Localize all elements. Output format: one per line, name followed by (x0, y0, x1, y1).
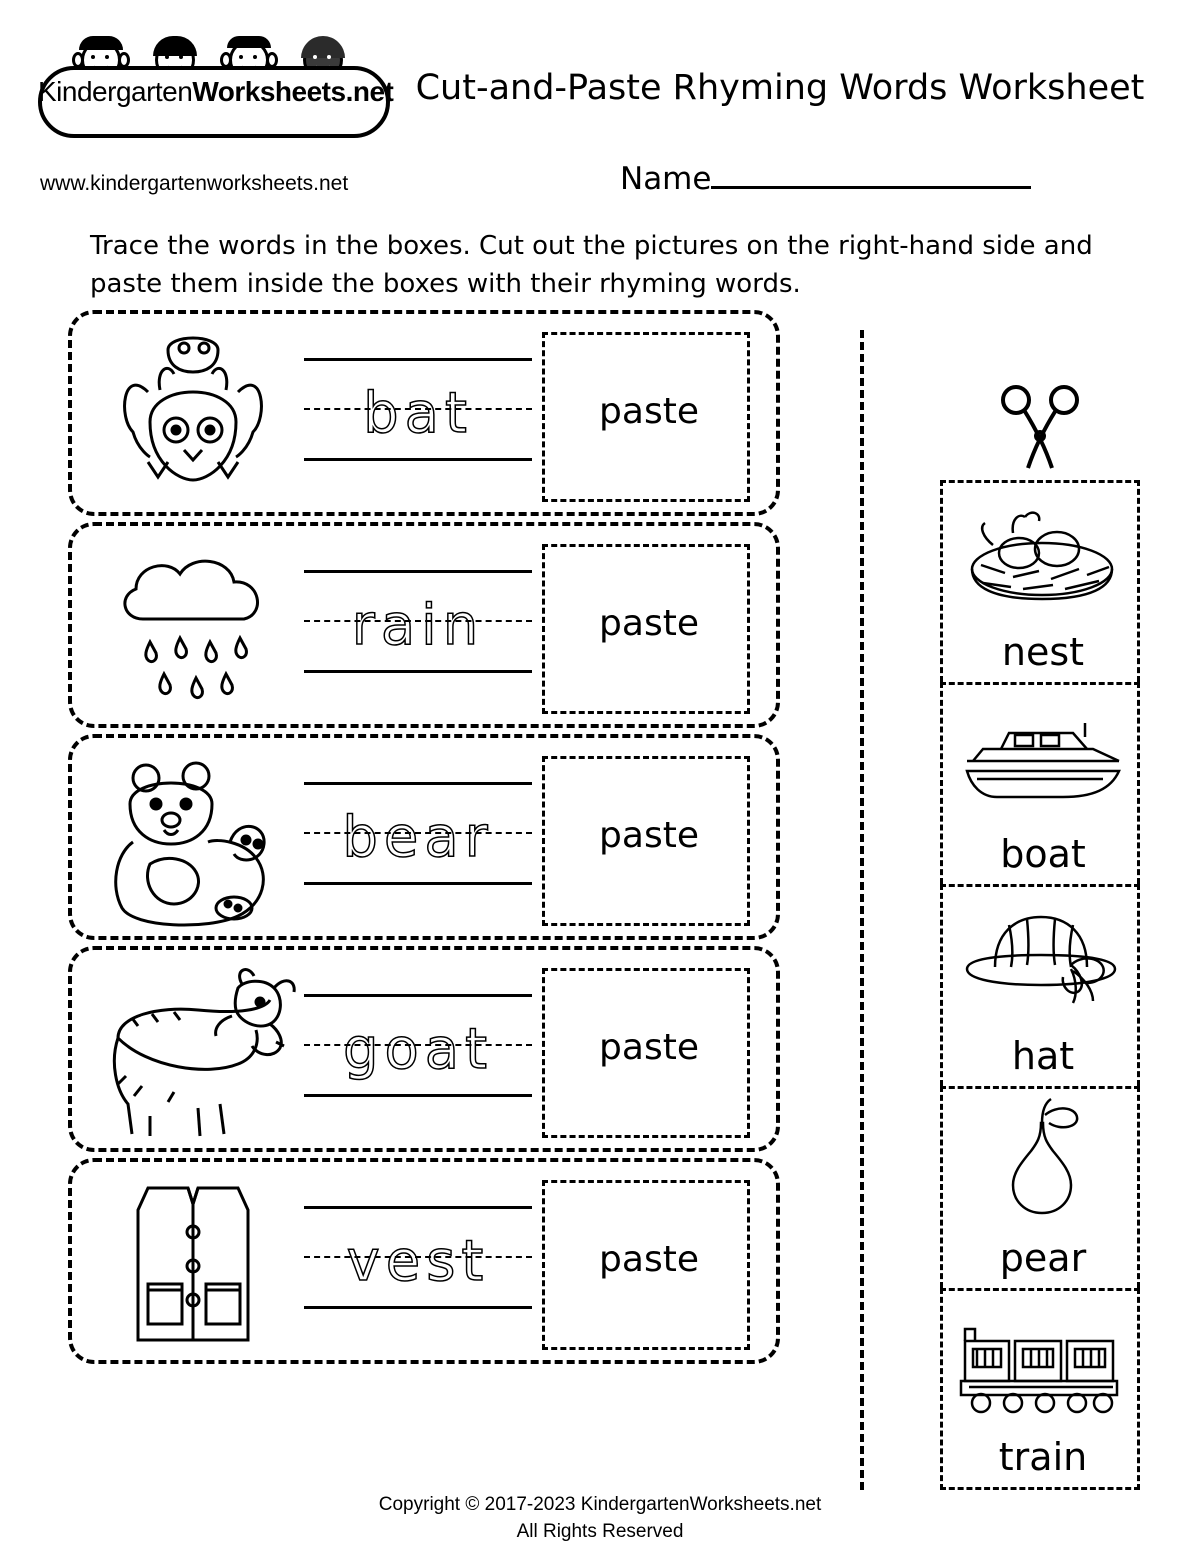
trace-area[interactable] (304, 558, 534, 698)
paste-label: paste (599, 391, 699, 432)
paste-box[interactable] (542, 332, 750, 502)
worksheet-row (68, 1158, 780, 1364)
page-footer (0, 1492, 1200, 1545)
trace-word: bat (363, 381, 473, 446)
rain-cloud-icon (88, 534, 298, 724)
cut-card-label: hat (1011, 1034, 1075, 1078)
cut-card[interactable] (940, 682, 1140, 884)
paste-label: paste (599, 1027, 699, 1068)
page-title: Cut-and-Paste Rhyming Words Worksheet (415, 68, 1145, 108)
trace-area[interactable] (304, 346, 534, 486)
paste-box[interactable] (542, 544, 750, 714)
train-icon (953, 1299, 1131, 1419)
site-url: www.kindergartenworksheets.net (40, 172, 349, 195)
paste-label: paste (599, 1239, 699, 1280)
name-field-row (620, 160, 1100, 197)
paste-box[interactable] (542, 756, 750, 926)
paste-label: paste (599, 603, 699, 644)
bear-icon (88, 746, 298, 936)
logo-text (38, 76, 394, 108)
trace-area[interactable] (304, 982, 534, 1122)
copyright-text: Copyright © 2017-2023 KindergartenWorksheets.net (378, 1494, 822, 1515)
nest-icon (953, 491, 1131, 611)
trace-word: goat (342, 1017, 494, 1082)
trace-word: vest (346, 1229, 490, 1294)
scissors-icon (940, 382, 1140, 472)
cut-card-label: train (998, 1435, 1088, 1479)
boat-icon (953, 693, 1131, 813)
cut-card-label: nest (1001, 630, 1085, 674)
worksheet-row (68, 310, 780, 516)
paste-box[interactable] (542, 1180, 750, 1350)
worksheet-row (68, 734, 780, 940)
goat-icon (88, 958, 298, 1148)
cut-card[interactable] (940, 1288, 1140, 1490)
cut-card[interactable] (940, 1086, 1140, 1288)
cut-card-label: boat (1000, 832, 1086, 876)
logo-text-light: Kindergarten (38, 76, 193, 107)
cut-card[interactable] (940, 884, 1140, 1086)
name-label: Name (620, 161, 712, 197)
trace-word: rain (351, 593, 485, 658)
bat-icon (88, 322, 298, 512)
site-logo (38, 18, 398, 148)
rights-text: All Rights Reserved (516, 1520, 684, 1542)
paste-label: paste (599, 815, 699, 856)
logo-text-bold: Worksheets (192, 76, 346, 107)
pear-icon (953, 1097, 1131, 1217)
cut-out-strip (940, 480, 1140, 1490)
worksheet-row (68, 946, 780, 1152)
cut-card-label: pear (999, 1236, 1087, 1280)
trace-word: bear (342, 805, 494, 870)
worksheet-rows (68, 310, 788, 1370)
hat-icon (953, 895, 1131, 1015)
name-input-line[interactable] (711, 160, 1031, 189)
logo-text-tld: .net (345, 76, 394, 107)
worksheet-row (68, 522, 780, 728)
trace-area[interactable] (304, 1194, 534, 1334)
vest-icon (88, 1170, 298, 1360)
paste-box[interactable] (542, 968, 750, 1138)
cut-line-divider (860, 330, 864, 1490)
trace-area[interactable] (304, 770, 534, 910)
cut-card[interactable] (940, 480, 1140, 682)
page-header (0, 0, 1200, 215)
instructions-text: Trace the words in the boxes. Cut out the pictures on the right-hand side and paste them inside the boxes with their rhyming words. (90, 231, 1093, 299)
